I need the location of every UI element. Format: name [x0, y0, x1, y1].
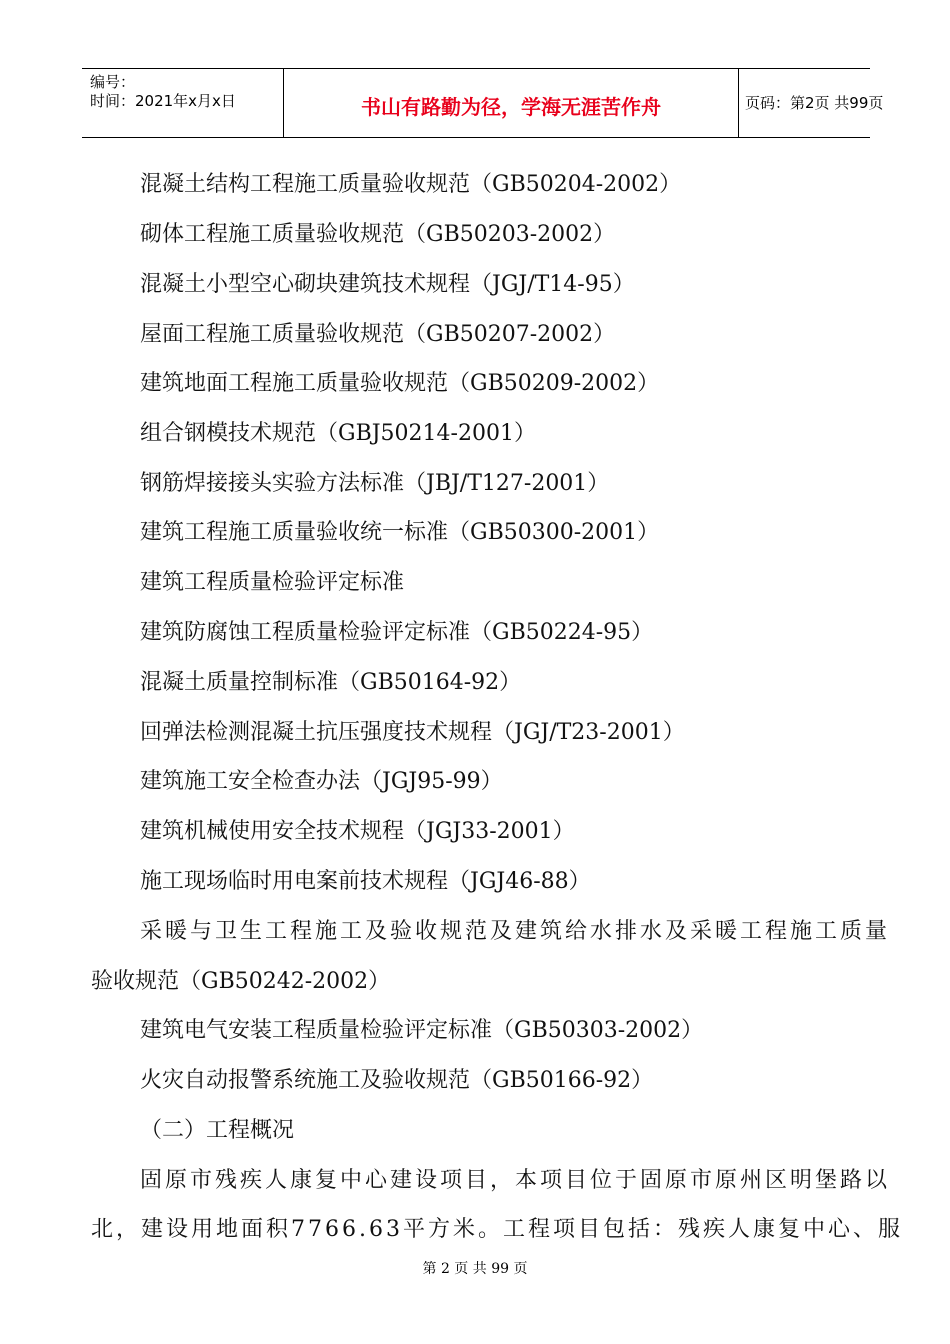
standard-item: 建筑电气安装工程质量检验评定标准（GB50303-2002）	[140, 1018, 704, 1043]
overview-paragraph-line2: 北，建设用地面积7766.63平方米。工程项目包括：残疾人康复中心、服	[91, 1217, 903, 1242]
document-number-label: 编号：	[90, 73, 136, 91]
standard-item: 建筑地面工程施工质量验收规范（GB50209-2002）	[140, 371, 660, 396]
standard-item: 建筑工程施工质量验收统一标准（GB50300-2001）	[140, 520, 660, 545]
standard-item: 混凝土小型空心砌块建筑技术规程（JGJ/T14-95）	[140, 272, 635, 297]
standard-item: 建筑机械使用安全技术规程（JGJ33-2001）	[140, 819, 575, 844]
header-center-cell	[283, 69, 739, 137]
page-code-label: 页码：第2页 共99页	[745, 94, 884, 112]
page-header	[82, 68, 884, 138]
standard-item: 组合钢模技术规范（GBJ50214-2001）	[140, 421, 536, 446]
standard-item: 钢筋焊接接头实验方法标准（JBJ/T127-2001）	[140, 471, 610, 496]
standard-item: 施工现场临时用电案前技术规程（JGJ46-88）	[140, 869, 591, 894]
standard-item: 混凝土结构工程施工质量验收规范（GB50204-2002）	[140, 172, 682, 197]
header-right-cell	[739, 69, 884, 137]
standard-item: 混凝土质量控制标准（GB50164-92）	[140, 670, 522, 695]
header-left-cell	[82, 69, 282, 137]
standard-item-long-line2: 验收规范（GB50242-2002）	[91, 969, 391, 994]
standard-item: 建筑防腐蚀工程质量检验评定标准（GB50224-95）	[140, 620, 654, 645]
standard-item: 建筑工程质量检验评定标准	[140, 570, 405, 595]
standard-item: 火灾自动报警系统施工及验收规范（GB50166-92）	[140, 1068, 654, 1093]
overview-paragraph-line1: 固原市残疾人康复中心建设项目，本项目位于固原市原州区明堡路以	[140, 1168, 891, 1193]
section-heading: （二）工程概况	[140, 1118, 295, 1143]
standard-item-long-line1: 采暖与卫生工程施工及验收规范及建筑给水排水及采暖工程施工质量	[140, 919, 891, 944]
header-motto: 书山有路勤为径，学海无涯苦作舟	[361, 95, 661, 119]
standard-item: 建筑施工安全检查办法（JGJ95-99）	[140, 769, 503, 794]
standard-item: 回弹法检测混凝土抗压强度技术规程（JGJ/T23-2001）	[140, 720, 685, 745]
standard-item: 屋面工程施工质量验收规范（GB50207-2002）	[140, 322, 616, 347]
document-date-label: 时间：2021年x月x日	[90, 92, 236, 110]
page-footer: 第 2 页 共 99 页	[422, 1261, 528, 1277]
standard-item: 砌体工程施工质量验收规范（GB50203-2002）	[140, 222, 616, 247]
